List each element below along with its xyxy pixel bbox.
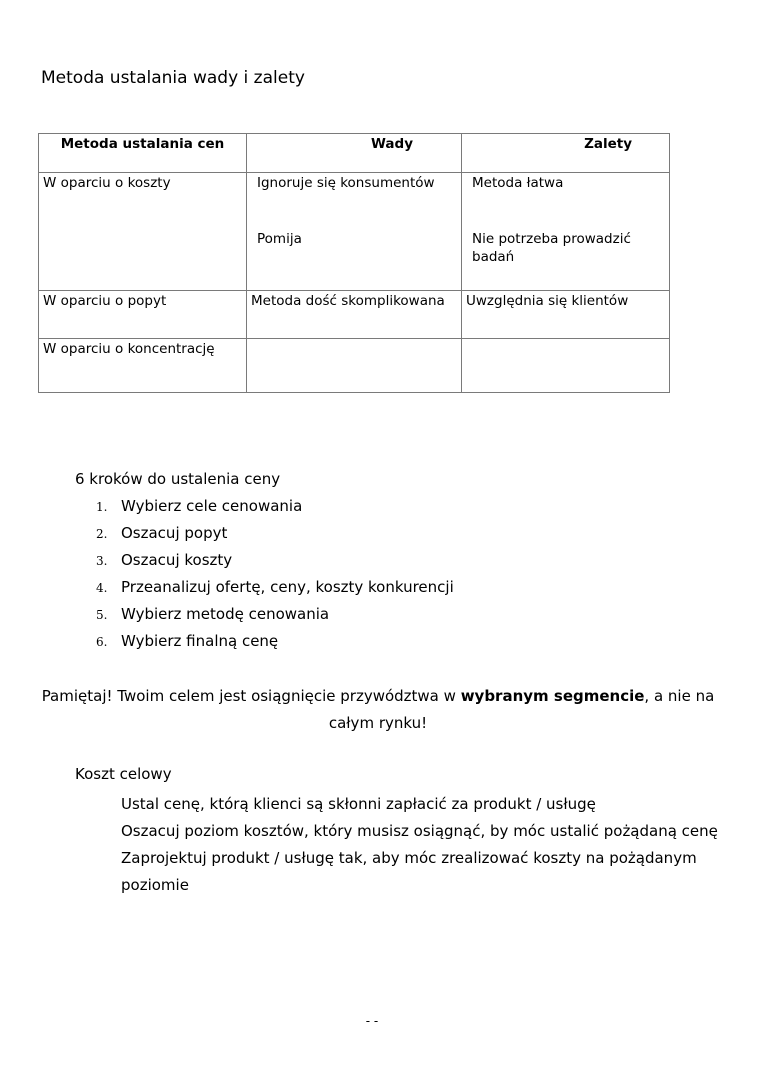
step-number: 5.	[96, 608, 108, 622]
pros-item: Metoda łatwa	[472, 175, 564, 191]
page-footer-marker: - -	[365, 1014, 379, 1028]
pros-item: Nie potrzeba prowadzić badań	[472, 231, 631, 265]
pros-cell	[462, 173, 670, 291]
target-cost-item-text: Ustal cenę, którą klienci są skłonni zapłacić za produkt / usługę	[121, 795, 596, 813]
document-title: Metoda ustalania wady i zalety	[41, 68, 305, 88]
table-header-row	[39, 134, 670, 173]
target-cost-header-text: Koszt celowy	[75, 765, 172, 783]
list-item	[96, 577, 454, 604]
header-method: Metoda ustalania cen	[39, 134, 247, 173]
list-item	[96, 845, 726, 899]
list-item	[96, 496, 454, 523]
step-text: Przeanalizuj ofertę, ceny, koszty konkurencji	[121, 578, 454, 596]
method-cell	[39, 339, 247, 393]
list-item	[96, 604, 454, 631]
reminder-emphasis: wybranym segmencie	[460, 687, 645, 705]
step-text: Wybierz finalną cenę	[121, 632, 279, 650]
list-item	[96, 550, 454, 577]
step-text: Oszacuj koszty	[121, 551, 233, 569]
cons-cell	[247, 339, 462, 393]
cons-item: Pomija	[257, 231, 302, 247]
method-name: W oparciu o koncentrację	[43, 341, 215, 357]
list-item	[96, 523, 454, 550]
steps-section-header	[52, 469, 280, 489]
reminder-text-start: Pamiętaj! Twoim celem jest osiągnięcie przywództwa w	[41, 687, 461, 705]
reminder-paragraph	[20, 683, 736, 737]
table-row	[39, 173, 670, 291]
method-cell	[39, 173, 247, 291]
header-cons: Wady	[247, 134, 462, 173]
step-text: Wybierz cele cenowania	[121, 497, 303, 515]
method-name: W oparciu o popyt	[43, 293, 167, 309]
target-cost-item-text: Oszacuj poziom kosztów, który musisz osiągnąć, by móc ustalić pożądaną cenę	[121, 822, 718, 840]
list-item	[96, 791, 726, 818]
list-item	[96, 818, 726, 845]
pros-cell	[462, 291, 670, 339]
cons-item: Ignoruje się konsumentów	[257, 175, 435, 191]
step-number: 6.	[96, 635, 108, 649]
reminder-text-end: , a nie na całym rynku!	[328, 687, 715, 732]
target-cost-list	[96, 791, 726, 899]
method-cell	[39, 291, 247, 339]
target-cost-section-header	[52, 764, 172, 784]
step-number: 4.	[96, 581, 108, 595]
step-text: Wybierz metodę cenowania	[121, 605, 330, 623]
table-row	[39, 291, 670, 339]
step-text: Oszacuj popyt	[121, 524, 228, 542]
target-cost-item-text: Zaprojektuj produkt / usługę tak, aby móc zrealizować koszty na pożądanym poziomie	[121, 849, 697, 894]
step-number: 1.	[96, 500, 108, 514]
step-number: 2.	[96, 527, 108, 541]
pros-item: Uwzględnia się klientów	[466, 293, 629, 309]
cons-cell	[247, 291, 462, 339]
pros-cell	[462, 339, 670, 393]
cons-cell	[247, 173, 462, 291]
table-row	[39, 339, 670, 393]
pricing-methods-table	[38, 133, 670, 393]
list-item	[96, 631, 454, 658]
step-number: 3.	[96, 554, 108, 568]
steps-list	[96, 496, 454, 658]
cons-item: Metoda dość skomplikowana	[251, 293, 445, 309]
steps-header-text: 6 kroków do ustalenia ceny	[75, 470, 281, 488]
method-name: W oparciu o koszty	[43, 175, 171, 191]
header-pros: Zalety	[462, 134, 670, 173]
